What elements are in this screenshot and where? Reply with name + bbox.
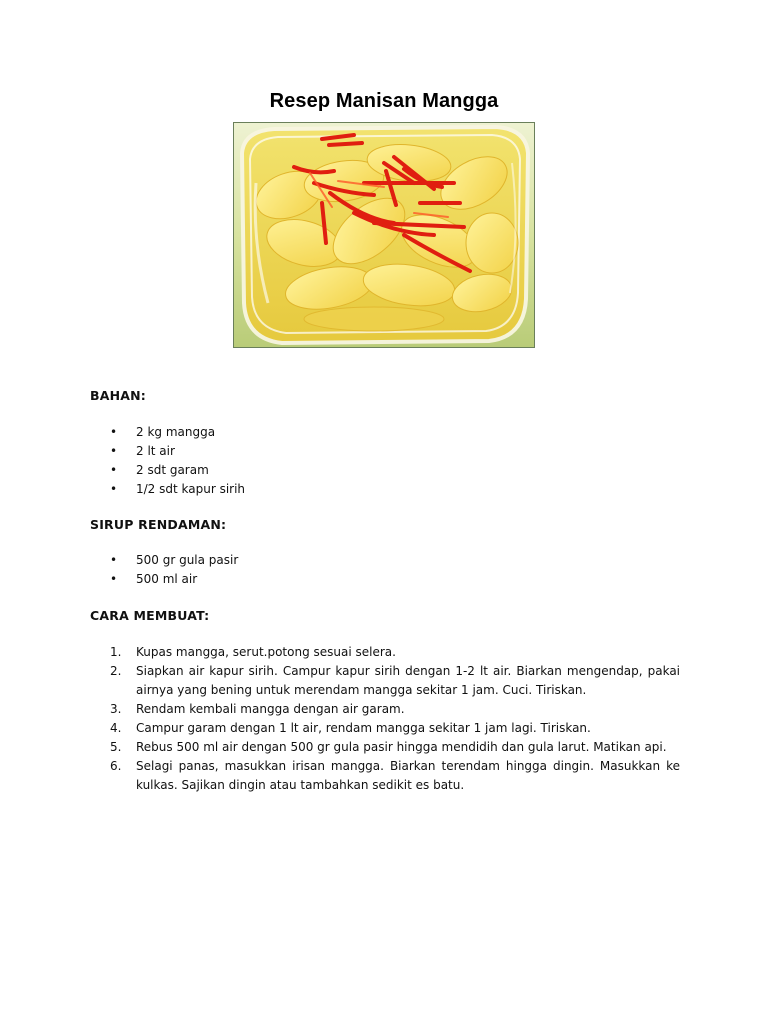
bullet-icon: • xyxy=(110,553,118,567)
sirup-list-wrap xyxy=(90,551,680,589)
list-item: • 2 kg mangga xyxy=(90,423,680,442)
step-item: 2. Siapkan air kapur sirih. Campur kapur sirih dengan 1-2 lt air. Biarkan mengendap, pakai airnya yang bening untuk merendam mangga sekitar 1 jam. Cuci. Tiriskan. xyxy=(110,664,680,697)
recipe-photo xyxy=(233,122,535,348)
step-item: 3. Rendam kembali mangga dengan air garam. xyxy=(110,702,405,716)
bullet-icon: • xyxy=(110,425,118,439)
sirup-section xyxy=(90,515,680,534)
bullet-icon: • xyxy=(110,482,118,496)
cara-heading: CARA MEMBUAT: xyxy=(90,608,210,623)
sirup-list xyxy=(90,551,680,589)
list-item: • 1/2 sdt kapur sirih xyxy=(90,480,680,499)
bullet-icon: • xyxy=(110,463,118,477)
step-item: 4. Campur garam dengan 1 lt air, rendam mangga sekitar 1 jam lagi. Tiriskan. xyxy=(110,721,591,735)
bahan-heading: BAHAN: xyxy=(90,388,146,403)
cara-list-wrap xyxy=(90,643,680,795)
cara-section xyxy=(90,606,680,625)
list-item: • 500 ml air xyxy=(90,570,680,589)
bahan-list xyxy=(90,423,680,499)
list-item: • 2 sdt garam xyxy=(90,461,680,480)
manisan-mangga-photo-icon xyxy=(234,123,534,347)
list-item: • 500 gr gula pasir xyxy=(90,551,680,570)
sirup-heading: SIRUP RENDAMAN: xyxy=(90,517,227,532)
step-item: 5. Rebus 500 ml air dengan 500 gr gula pasir hingga mendidih dan gula larut. Matikan api. xyxy=(110,740,667,754)
list-item: • 2 lt air xyxy=(90,442,680,461)
bahan-list-wrap xyxy=(90,423,680,499)
bahan-section xyxy=(90,386,680,405)
step-item: 6. Selagi panas, masukkan irisan mangga. Biarkan terendam hingga dingin. Masukkan ke kulkas. Sajikan dingin atau tambahkan sedikit es batu. xyxy=(110,759,680,792)
bullet-icon: • xyxy=(110,444,118,458)
cara-steps xyxy=(90,643,680,795)
page-title: Resep Manisan Mangga xyxy=(269,90,499,112)
bullet-icon: • xyxy=(110,572,118,586)
step-item: 1. Kupas mangga, serut.potong sesuai selera. xyxy=(110,645,396,659)
